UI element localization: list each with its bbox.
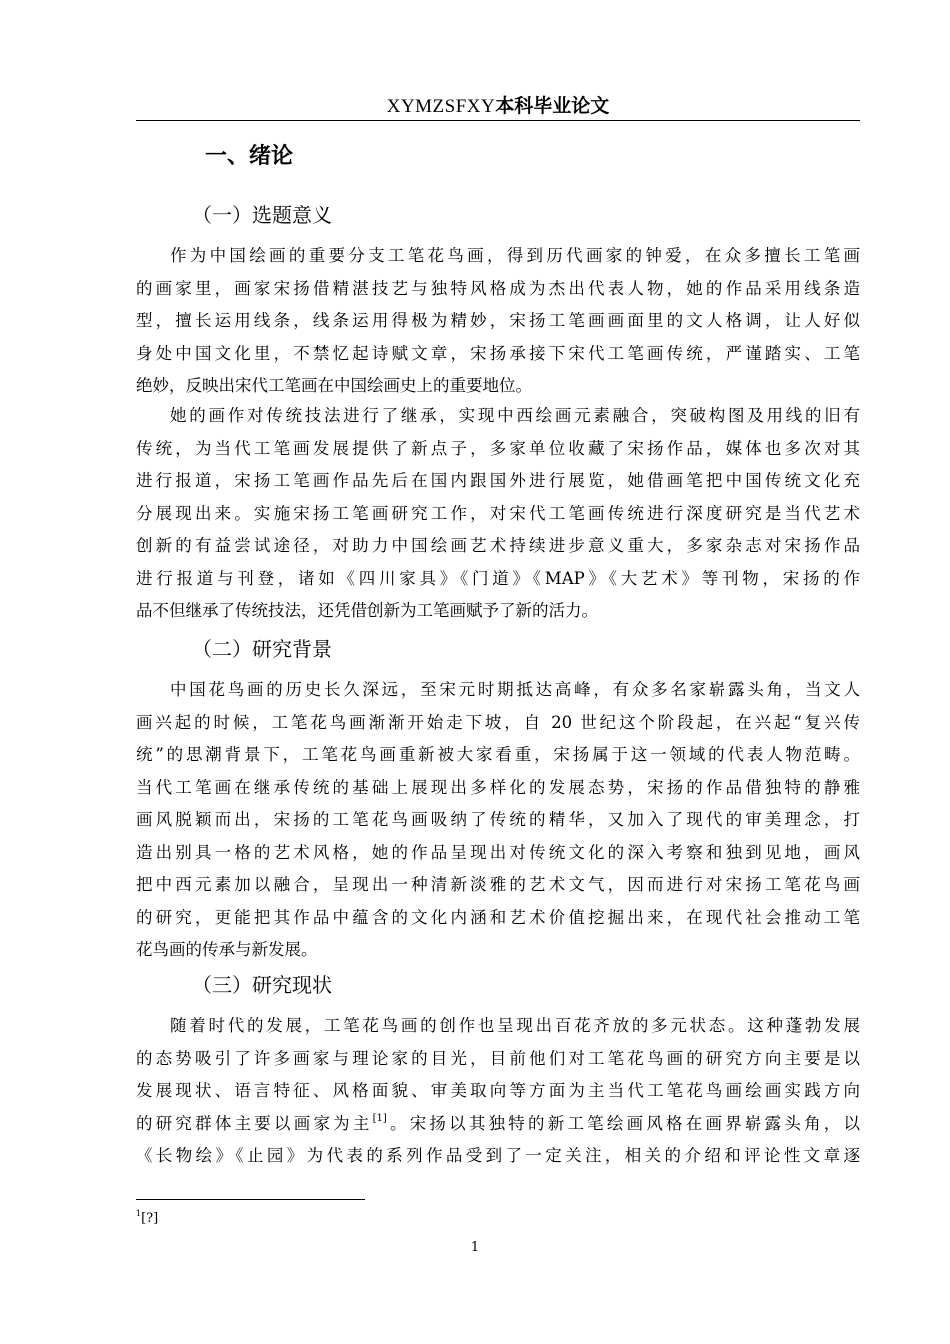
text-line: 的态势吸引了许多画家与理论家的目光，目前他们对工笔花鸟画的研究方向主要是以 bbox=[136, 1048, 860, 1068]
paragraph bbox=[136, 1010, 860, 1173]
text-line: 把中西元素加以融合，呈现出一种清新淡雅的艺术文气，因而进行对宋扬工笔花鸟画 bbox=[136, 875, 860, 894]
text-line: 身处中国文化里，不禁忆起诗赋文章，宋扬承接下宋代工笔画传统，严谨踏实、工笔 bbox=[136, 343, 860, 363]
footnote bbox=[136, 1210, 158, 1228]
text-line: 型，擅长运用线条，线条运用得极为精妙，宋扬工笔画画面里的文人格调，让人好似 bbox=[136, 311, 860, 330]
text-line: 进行报道与刊登，诸如《四川家具》《门道》《MAP》《大艺术》等刊物，宋扬的作 bbox=[136, 568, 860, 588]
text-line: 品不但继承了传统技法，还凭借创新为工笔画赋予了新的活力。 bbox=[136, 601, 598, 620]
text-line: 她的画作对传统技法进行了继承，实现中西绘画元素融合，突破构图及用线的旧有 bbox=[170, 406, 860, 425]
header-rule bbox=[136, 120, 860, 121]
paragraph bbox=[136, 674, 860, 967]
text-line: 传统，为当代工笔画发展提供了新点子，多家单位收藏了宋扬作品，媒体也多次对其 bbox=[136, 438, 860, 458]
text-line: 随着时代的发展，工笔花鸟画的创作也呈现出百花齐放的多元状态。这种蓬勃发展 bbox=[170, 1016, 860, 1035]
text-line: 进行报道，宋扬工笔画作品先后在国内跟国外进行展览，她借画笔把中国传统文化充 bbox=[136, 471, 860, 490]
text-line: 的画家里，画家宋扬借精湛技艺与独特风格成为杰出代表人物，她的作品采用线条造 bbox=[136, 278, 860, 298]
text-segment: 的研究群体主要以画家为主 bbox=[136, 1113, 373, 1133]
footnote-text: [?] bbox=[141, 1211, 159, 1226]
section-heading-significance: （一）选题意义 bbox=[192, 203, 332, 227]
footnote-separator bbox=[136, 1199, 365, 1200]
text-line: 中国花鸟画的历史长久深远，至宋元时期抵达高峰，有众多名家崭露头角，当文人 bbox=[170, 680, 860, 699]
text-line: 发展现状、语言特征、风格面貌、审美取向等方面为主当代工笔花鸟画绘画实践方向 bbox=[136, 1081, 860, 1100]
text-line bbox=[136, 1108, 860, 1141]
section-heading-background: （二）研究背景 bbox=[192, 637, 332, 661]
text-line: 分展现出来。实施宋扬工笔画研究工作，对宋代工笔画传统进行深度研究是当代艺术 bbox=[136, 503, 860, 523]
header-title: 本科毕业论文 bbox=[495, 95, 610, 117]
text-line: 画兴起的时候，工笔花鸟画渐渐开始走下坡，自 20 世纪这个阶段起，在兴起“复兴传 bbox=[136, 712, 860, 732]
text-line: 花鸟画的传承与新发展。 bbox=[136, 940, 318, 959]
text-line: 创新的有益尝试途径，对助力中国绘画艺术持续进步意义重大，多家杂志对宋扬作品 bbox=[136, 536, 860, 555]
running-header bbox=[136, 92, 860, 120]
text-line: 统”的思潮背景下，工笔花鸟画重新被大家看重，宋扬属于这一领域的代表人物范畴。 bbox=[136, 745, 860, 764]
chapter-heading: 一、绪论 bbox=[205, 144, 294, 169]
header-latin: XYMZSFXY bbox=[386, 96, 496, 117]
text-line: 画风脱颖而出，宋扬的工笔花鸟画吸纳了传统的精华，又加入了现代的审美理念，打 bbox=[136, 810, 860, 829]
section-heading-status: （三）研究现状 bbox=[192, 973, 332, 997]
text-line: 当代工笔画在继承传统的基础上展现出多样化的发展态势，宋扬的作品借独特的静雅 bbox=[136, 777, 860, 797]
text-line: 作为中国绘画的重要分支工笔花鸟画，得到历代画家的钟爱，在众多擅长工笔画 bbox=[170, 246, 860, 265]
citation-ref[interactable]: [1] bbox=[372, 1113, 387, 1124]
text-line: 绝妙，反映出宋代工笔画在中国绘画史上的重要地位。 bbox=[136, 376, 532, 395]
paragraph bbox=[136, 400, 860, 628]
text-line: 的研究，更能把其作品中蕴含的文化内涵和艺术价值挖掘出来，在现代社会推动工笔 bbox=[136, 907, 860, 927]
footnote-mark: 1 bbox=[136, 1208, 142, 1218]
text-line: 《长物绘》《止园》为代表的系列作品受到了一定关注，相关的介绍和评论性文章逐 bbox=[136, 1146, 860, 1165]
text-segment: 。宋扬以其独特的新工笔绘画风格在画界崭露头角，以 bbox=[386, 1113, 860, 1133]
paragraph bbox=[136, 240, 860, 403]
text-line: 造出别具一格的艺术风格，她的作品呈现出对传统文化的深入考察和独到见地，画风 bbox=[136, 842, 860, 862]
page-number: 1 bbox=[470, 1240, 480, 1255]
